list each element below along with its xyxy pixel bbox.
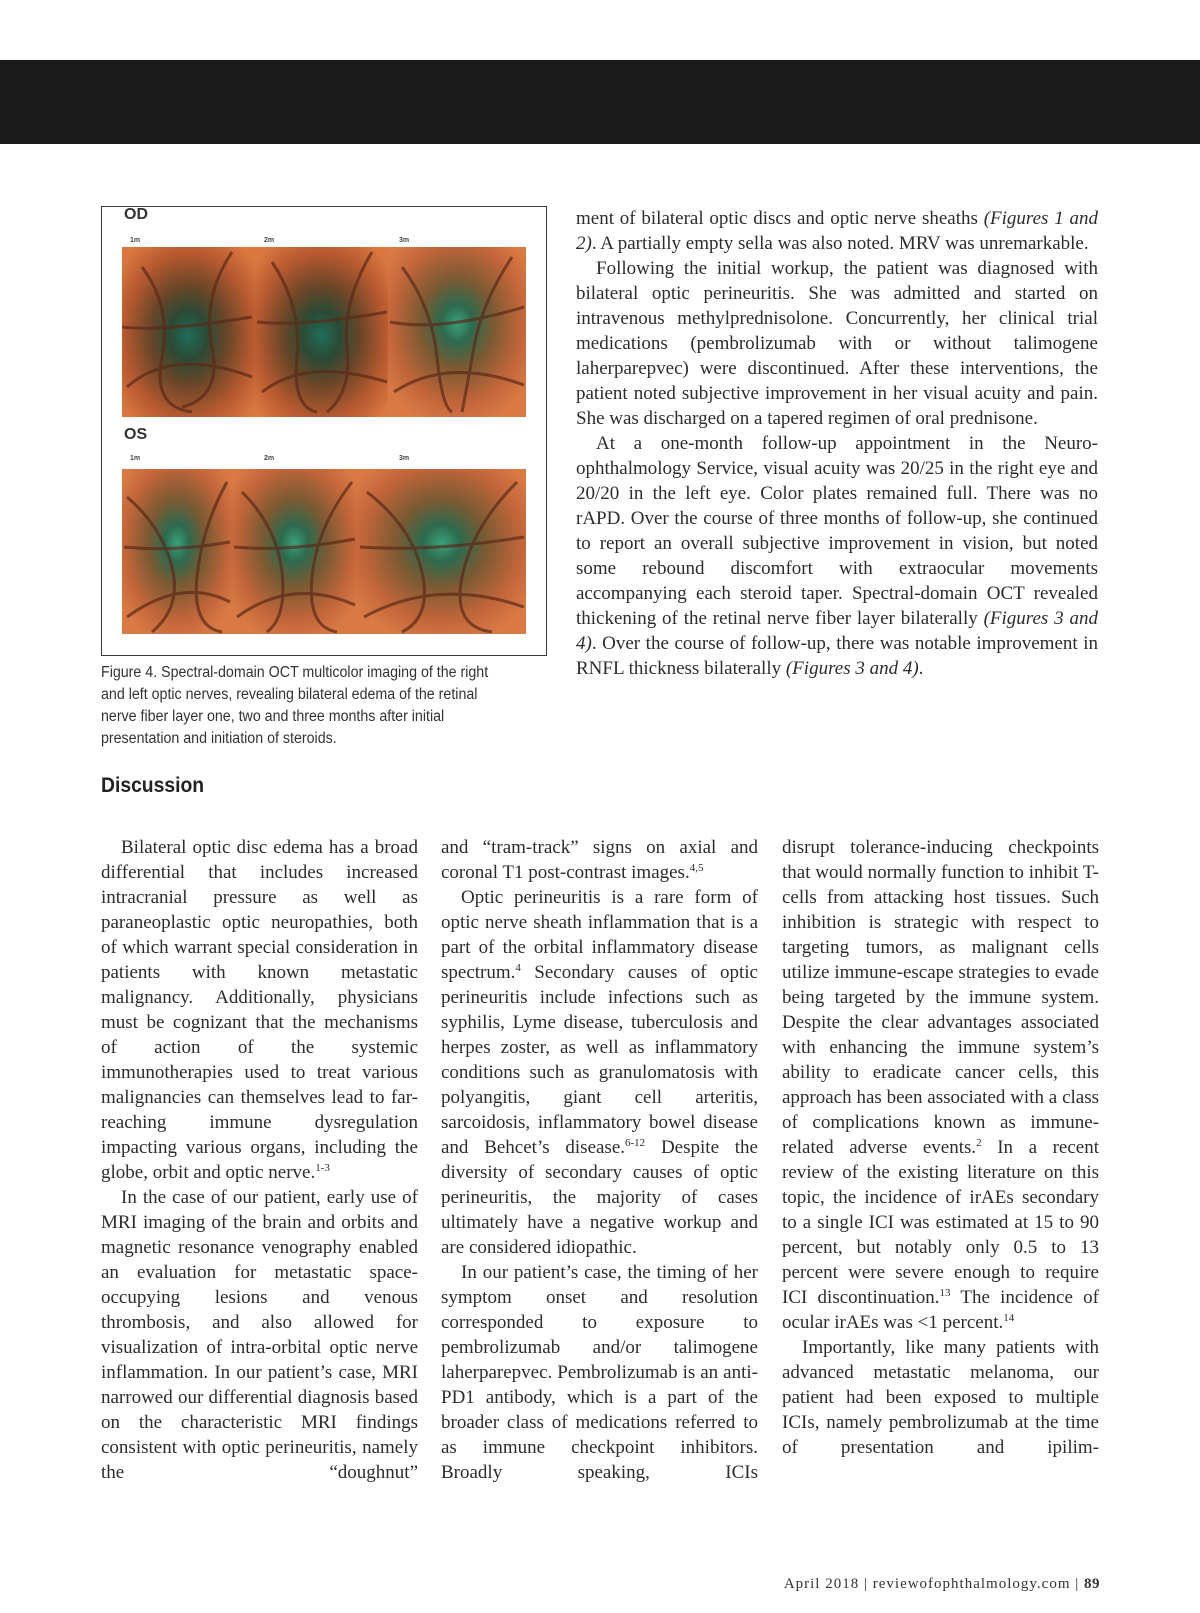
results-continued-column [576, 206, 1098, 681]
row-label-od: OD [124, 207, 148, 223]
caption-line: and left optic nerves, revealing bilateral edema of the retinal [101, 686, 478, 703]
figure-reference: (Figures 3 and 4) [576, 608, 1098, 654]
paragraph: Importantly, like many patients with advanced metastatic melanoma, our patient had been exposed to multiple ICIs, namely pembrolizumab at the time of presentation and ipilim- [782, 1337, 1099, 1458]
fundus-image-od-3m [388, 247, 526, 417]
section-heading: Discussion [101, 774, 205, 797]
panel-label: 3m [399, 237, 410, 244]
page-number: 89 [1084, 1576, 1100, 1592]
paragraph: Bilateral optic disc edema has a broad differential that includes increased intracranial pressure as well as paraneoplastic optic neuropathies, both of which warrant special consideration in patients with known metastatic malignancy. Additionally, physicians must be cognizant that the mechanisms of action of the systemic immunotherapies used to treat various malignancies can themselves lead to far-reaching immune dysregulation impacting various organs, including the globe, orbit and optic nerve.$^{1-3}$ [101, 837, 418, 1183]
figure-4 [101, 206, 547, 656]
fundus-image-os-2m [232, 469, 357, 634]
fundus-image-od-1m [122, 247, 255, 417]
website-link[interactable]: reviewofophthalmology.com [872, 1576, 1071, 1592]
discussion-column-1 [101, 835, 418, 1485]
discussion-column-3 [782, 835, 1099, 1460]
citation: 6-12 [625, 1137, 646, 1149]
caption-line: presentation and initiation of steroids. [101, 730, 337, 747]
paragraph: disrupt tolerance-inducing checkpoints that would normally function to inhibit T-cells from attacking host tissues. Such inhibition is strategic with respect to targeting tumors, as malignant cells utilize immune-escape strategies to evade being targeted by the immune system. Despite the clear advantages associated with enhancing the immune system’s ability to eradicate cancer cells, this approach has been associated with a class of complications known as immune-related adverse events.$^2$ In a recent review of the existing literature on this topic, the incidence of irAEs secondary to a single ICI was estimated at 15 to 90 percent, but notably only 0.5 to 13 percent were severe enough to require ICI discontinuation.$^{13}$ The incidence of ocular irAEs was <1 percent.$^{14}$ [782, 837, 1099, 1333]
figure-caption [101, 662, 553, 750]
caption-line: Figure 4. Spectral-domain OCT multicolor imaging of the right [101, 664, 489, 681]
issue-date: April 2018 [783, 1576, 860, 1592]
paragraph: and “tram-track” signs on axial and coronal T1 post-contrast images.$^{4,5}$ [441, 837, 758, 883]
discussion-column-2 [441, 835, 758, 1485]
citation: 13 [939, 1287, 951, 1299]
paragraph: In the case of our patient, early use of MRI imaging of the brain and orbits and magnetic resonance venography enabled an evaluation for metastatic space-occupying lesions and venous thrombosis, and also allowed for visualization of intra-orbital optic nerve inflammation. In our patient’s case, MRI narrowed our differential diagnosis based on the characteristic MRI findings consistent with optic perineuritis, namely the “doughnut” [101, 1187, 418, 1483]
citation: 1-3 [315, 1162, 330, 1174]
citation: 14 [1003, 1312, 1015, 1324]
panel-label: 1m [130, 237, 141, 244]
page-footer: April 2018 | reviewofophthalmology.com | 89 [783, 1576, 1100, 1592]
paragraph: In our patient’s case, the timing of her symptom onset and resolution corresponded to exposure to pembrolizumab and/or talimogene laherparepvec. Pembrolizumab is an anti-PD1 antibody, which is a part of the broader class of medications referred to as immune checkpoint inhibitors. Broadly speaking, ICIs [441, 1262, 758, 1483]
citation: 2 [976, 1137, 982, 1149]
paragraph: ment of bilateral optic discs and optic nerve sheaths (Figures 1 and 2). A partially empty sella was also noted. MRV was unremarkable. [576, 208, 1098, 254]
paragraph: Following the initial workup, the patient was diagnosed with bilateral optic perineuritis. She was admitted and started on intravenous methylprednisolone. Concurrently, her clinical trial medications (pembrolizumab with or without talimogene laherparepvec) were discontinued. After these interventions, the patient noted subjective improvement in her visual acuity and pain. She was discharged on a tapered regimen of oral prednisone. [576, 258, 1098, 429]
paragraph: Optic perineuritis is a rare form of optic nerve sheath inflammation that is a part of the orbital inflammatory disease spectrum.$^4$ Secondary causes of optic perineuritis include infections such as syphilis, Lyme disease, tuberculosis and herpes zoster, as well as inflammatory conditions such as granulomatosis with polyangitis, giant cell arteritis, sarcoidosis, inflammatory bowel disease and Behcet’s disease.$^{6-12}$ Despite the diversity of secondary causes of optic perineuritis, the majority of cases ultimately have a negative workup and are considered idiopathic. [441, 887, 758, 1258]
fundus-image-od-2m [255, 247, 388, 417]
citation: 4,5 [689, 862, 704, 874]
panel-label: 2m [264, 237, 275, 244]
row-label-os: OS [124, 426, 148, 443]
caption-line: nerve fiber layer one, two and three months after initial [101, 708, 445, 725]
paragraph: At a one-month follow-up appointment in the Neuro-ophthalmology Service, visual acuity was 20/25 in the right eye and 20/20 in the left eye. Color plates remained full. There was no rAPD. Over the course of three months of follow-up, she continued to report an overall subjective improvement in vision, but noted some rebound discomfort with extraocular movements accompanying each steroid taper. Spectral-domain OCT revealed thickening of the retinal nerve fiber layer bilaterally (Figures 3 and 4). Over the course of follow-up, there was notable improvement in RNFL thickness bilaterally (Figures 3 and 4). [576, 433, 1098, 679]
figure-reference: (Figures 1 and 2) [576, 208, 1098, 254]
fundus-image-os-3m [357, 469, 526, 634]
figure-reference: (Figures 3 and 4) [785, 658, 919, 679]
header-bar [0, 60, 1200, 144]
panel-label: 3m [399, 455, 410, 462]
fundus-image-os-1m [122, 469, 232, 634]
panel-label: 2m [264, 455, 275, 462]
panel-label: 1m [130, 455, 141, 462]
citation: 4 [515, 962, 521, 974]
